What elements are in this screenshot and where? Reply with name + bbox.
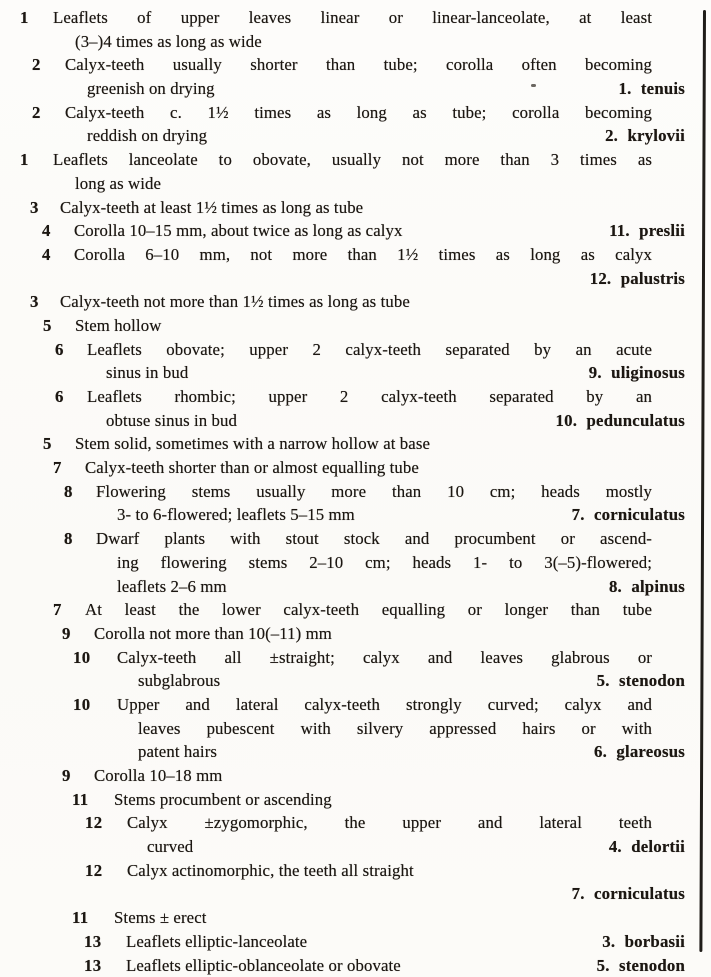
- lead-text: (3–)4 times as long as wide: [75, 31, 262, 51]
- key-row: [0, 835, 711, 859]
- key-rows: [0, 6, 711, 977]
- lead-text: curved: [147, 837, 194, 857]
- key-row: [0, 930, 711, 954]
- lead-text: Calyx-teeth c. 1½ times as long as tube; corolla becoming: [65, 102, 652, 122]
- key-row: [0, 859, 711, 883]
- lead-text: At least the lower calyx-teeth equalling or longer than tube: [85, 600, 652, 620]
- key-row: [0, 646, 711, 670]
- couplet-number: 6: [55, 387, 64, 406]
- key-row: [0, 172, 711, 196]
- lead-text: Leaflets obovate; upper 2 calyx-teeth separated by an acute: [87, 339, 652, 359]
- couplet-number: 6: [55, 339, 64, 359]
- species-name: 10. pedunculatus: [555, 410, 685, 430]
- lead-text: Leaflets elliptic-oblanceolate or obovate: [126, 955, 401, 975]
- couplet-number: 10: [73, 694, 91, 714]
- lead-text: Corolla 10–15 mm, about twice as long as calyx: [74, 221, 403, 241]
- lead-text: Calyx actinomorphic, the teeth all straight: [127, 860, 414, 880]
- key-row: [0, 456, 711, 480]
- key-row: [0, 361, 711, 385]
- couplet-number: 11: [72, 908, 89, 928]
- key-row: [0, 480, 711, 504]
- species-name: 7. corniculatus: [571, 505, 685, 525]
- couplet-number: 10: [73, 647, 91, 667]
- key-row: [0, 811, 711, 835]
- key-row: [0, 196, 711, 220]
- lead-text: Flowering stems usually more than 10 cm; heads mostly: [96, 481, 652, 501]
- lead-text: Leaflets of upper leaves linear or linear-lanceolate, at least: [53, 8, 652, 27]
- key-row: [0, 6, 711, 30]
- key-row: [0, 527, 711, 551]
- key-row: [0, 764, 711, 788]
- lead-text: Stems procumbent or ascending: [114, 789, 332, 809]
- key-row: [0, 243, 711, 267]
- key-row: [0, 598, 711, 622]
- key-row: [0, 575, 711, 599]
- key-row: [0, 290, 711, 314]
- lead-text: Stems ± erect: [114, 908, 207, 928]
- lead-text: greenish on drying: [87, 79, 215, 99]
- species-name: 8. alpinus: [608, 576, 685, 596]
- key-row: [0, 717, 711, 741]
- key-row: [0, 385, 711, 409]
- couplet-number: 13: [84, 931, 102, 951]
- lead-text: ing flowering stems 2–10 cm; heads 1- to 3(–5)-flowered;: [117, 552, 652, 572]
- species-name: 7. corniculatus: [571, 884, 685, 904]
- key-row: [0, 77, 711, 101]
- species-name: 2. krylovii: [605, 126, 685, 146]
- lead-text: subglabrous: [138, 671, 221, 691]
- key-row: [0, 338, 711, 362]
- key-row: [0, 503, 711, 527]
- lead-text: Corolla 6–10 mm, not more than 1½ times as long as calyx: [74, 244, 652, 264]
- couplet-number: 1: [20, 150, 29, 170]
- dichotomous-key: [0, 6, 711, 977]
- couplet-number: 5: [43, 434, 52, 454]
- couplet-number: 9: [62, 766, 71, 785]
- couplet-number: 3: [30, 292, 39, 312]
- lead-text: Upper and lateral calyx-teeth strongly curved; calyx and: [117, 694, 652, 714]
- species-name: 4. delortii: [608, 837, 685, 857]
- lead-text: 3- to 6-flowered; leaflets 5–15 mm: [117, 505, 355, 525]
- lead-text: Corolla not more than 10(–11) mm: [94, 623, 332, 643]
- couplet-number: 4: [42, 244, 51, 264]
- couplet-number: 11: [72, 789, 89, 809]
- lead-text: Calyx-teeth all ±straight; calyx and leaves glabrous or: [117, 647, 652, 667]
- couplet-number: 3: [30, 197, 39, 217]
- lead-text: Calyx-teeth shorter than or almost equalling tube: [85, 458, 419, 478]
- key-row: [0, 30, 711, 54]
- key-row: [0, 409, 711, 433]
- lead-text: Dwarf plants with stout stock and procumbent or ascend-: [96, 529, 652, 549]
- lead-text: Calyx-teeth not more than 1½ times as long as tube: [60, 292, 410, 312]
- key-row: [0, 882, 711, 906]
- lead-text: sinus in bud: [106, 363, 189, 383]
- key-row: [0, 693, 711, 717]
- ink-speck: [531, 84, 536, 87]
- lead-text: Calyx-teeth at least 1½ times as long as tube: [60, 197, 364, 217]
- key-row: [0, 906, 711, 930]
- couplet-number: 1: [20, 8, 29, 27]
- couplet-number: 12: [85, 860, 103, 880]
- couplet-number: 9: [62, 623, 71, 643]
- couplet-number: 7: [53, 458, 62, 478]
- couplet-number: 5: [43, 315, 52, 335]
- key-row: [0, 740, 711, 764]
- lead-text: Stem hollow: [75, 315, 162, 335]
- lead-text: reddish on drying: [87, 126, 208, 146]
- species-name: 9. uliginosus: [588, 363, 685, 383]
- key-row: [0, 53, 711, 77]
- couplet-number: 7: [53, 600, 62, 620]
- species-name: 11. preslii: [609, 221, 685, 241]
- key-row: [0, 314, 711, 338]
- couplet-number: 8: [64, 481, 73, 501]
- key-row: [0, 432, 711, 456]
- key-row: [0, 954, 711, 977]
- key-row: [0, 219, 711, 243]
- lead-text: leaves pubescent with silvery appressed hairs or with: [138, 718, 652, 738]
- key-row: [0, 669, 711, 693]
- couplet-number: 8: [64, 529, 73, 549]
- species-name: 12. palustris: [589, 268, 685, 288]
- lead-text: Corolla 10–18 mm: [94, 766, 223, 785]
- lead-text: Calyx-teeth usually shorter than tube; corolla often becoming: [65, 55, 652, 75]
- lead-text: long as wide: [75, 173, 162, 193]
- lead-text: Stem solid, sometimes with a narrow hollow at base: [75, 434, 431, 454]
- species-name: 3. borbasii: [602, 931, 685, 951]
- key-row: [0, 101, 711, 125]
- key-row: [0, 788, 711, 812]
- key-row: [0, 551, 711, 575]
- couplet-number: 2: [32, 55, 41, 75]
- key-row: [0, 148, 711, 172]
- lead-text: leaflets 2–6 mm: [117, 576, 227, 596]
- lead-text: Leaflets lanceolate to obovate, usually not more than 3 times as: [53, 150, 652, 170]
- couplet-number: 12: [85, 813, 103, 833]
- species-name: 6. glareosus: [593, 742, 685, 762]
- lead-text: Leaflets elliptic-lanceolate: [126, 931, 308, 951]
- couplet-number: 13: [84, 955, 102, 975]
- key-row: [0, 622, 711, 646]
- couplet-number: 4: [42, 221, 51, 241]
- species-name: 5. stenodon: [596, 671, 685, 691]
- couplet-number: 2: [32, 102, 41, 122]
- lead-text: Calyx ±zygomorphic, the upper and lateral teeth: [127, 813, 652, 833]
- species-name: 5. stenodon: [596, 955, 685, 975]
- lead-text: obtuse sinus in bud: [106, 410, 238, 430]
- lead-text: Leaflets rhombic; upper 2 calyx-teeth separated by an: [87, 387, 652, 406]
- lead-text: patent hairs: [138, 742, 218, 762]
- key-row: [0, 267, 711, 291]
- species-name: 1. tenuis: [618, 79, 685, 99]
- key-row: [0, 124, 711, 148]
